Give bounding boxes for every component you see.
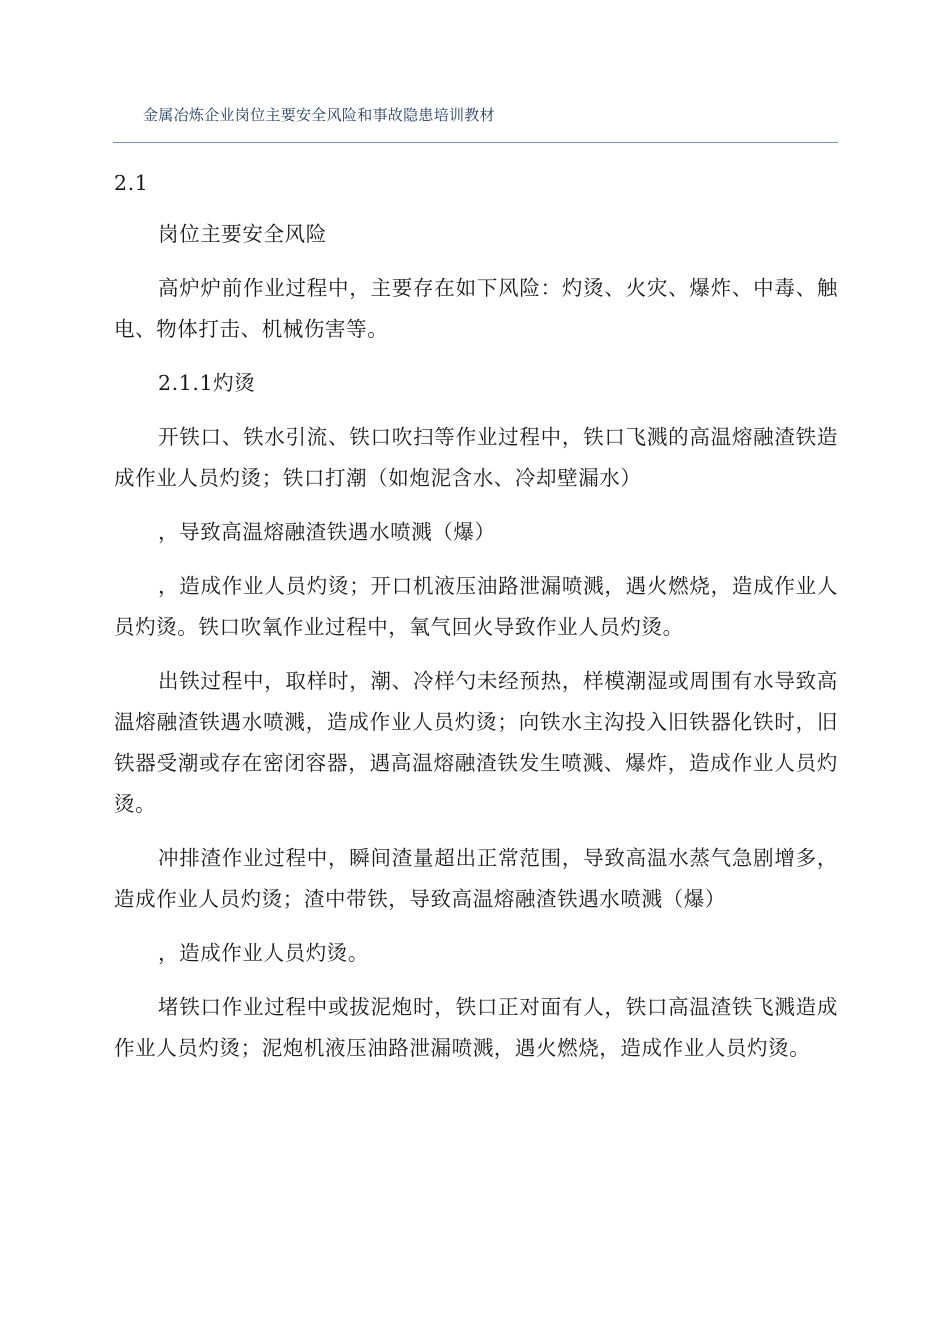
- paragraph: 高炉炉前作业过程中，主要存在如下风险：灼烫、火灾、爆炸、中毒、触电、物体打击、机械伤害等。: [114, 276, 838, 341]
- section-number: 2.1: [114, 171, 149, 195]
- section-title: 岗位主要安全风险: [158, 222, 327, 246]
- paragraph: 开铁口、铁水引流、铁口吹扫等作业过程中，铁口飞溅的高温熔融渣铁造成作业人员灼烫；铁口打潮（如炮泥含水、冷却壁漏水）: [114, 425, 838, 490]
- document-body: [114, 163, 838, 1082]
- header-divider: [113, 142, 838, 143]
- paragraph: ，导致高温熔融渣铁遇水喷溅（爆）: [158, 520, 496, 544]
- paragraph: 堵铁口作业过程中或拔泥炮时，铁口正对面有人，铁口高温渣铁飞溅造成作业人员灼烫；泥炮机液压油路泄漏喷溅，遇火燃烧，造成作业人员灼烫。: [114, 995, 838, 1060]
- paragraph: ，造成作业人员灼烫；开口机液压油路泄漏喷溅，遇火燃烧，造成作业人员灼烫。铁口吹氧作业过程中，氧气回火导致作业人员灼烫。: [114, 574, 838, 639]
- paragraph: 冲排渣作业过程中，瞬间渣量超出正常范围，导致高温水蒸气急剧增多，造成作业人员灼烫；渣中带铁，导致高温熔融渣铁遇水喷溅（爆）: [114, 846, 838, 911]
- running-header-title: 金属冶炼企业岗位主要安全风险和事故隐患培训教材: [143, 106, 495, 124]
- subsection-heading: 2.1.1灼烫: [158, 371, 256, 395]
- paragraph: 出铁过程中，取样时，潮、冷样勺未经预热，样模潮湿或周围有水导致高温熔融渣铁遇水喷溅，造成作业人员灼烫；向铁水主沟投入旧铁器化铁时，旧铁器受潮或存在密闭容器，遇高温熔融渣铁发生喷溅、爆炸，造成作业人员灼烫。: [114, 669, 838, 816]
- paragraph: ，造成作业人员灼烫。: [158, 941, 369, 965]
